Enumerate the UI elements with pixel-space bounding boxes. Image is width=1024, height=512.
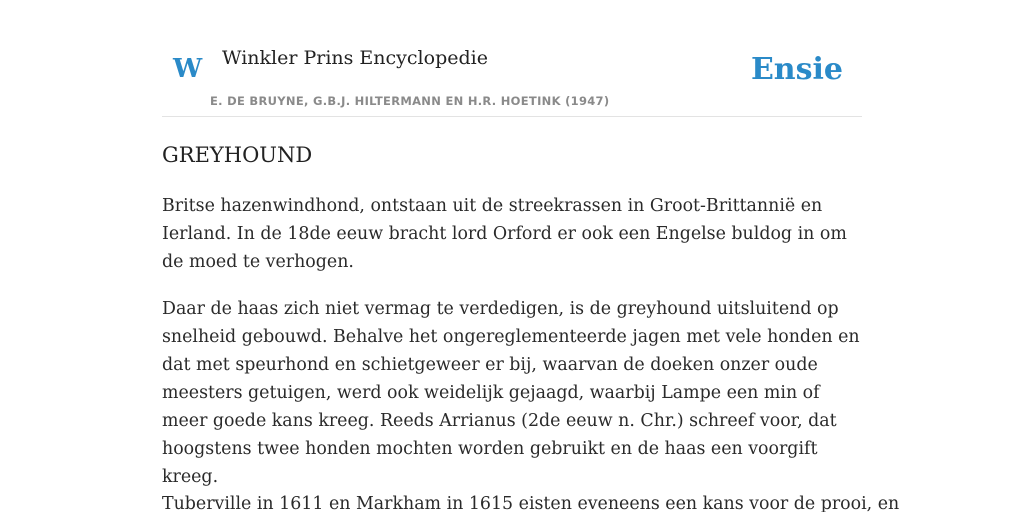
ensie-logo-link[interactable]: Ensie — [750, 52, 843, 87]
article-paragraph: Daar de haas zich niet vermag te verdedigen, is de greyhound uitsluitend op snelheid gebouwd. Behalve het ongereglementeerde jagen met vele honden en dat met speurhond en schietgeweer er bij, waarvan de doeken onzer oude meesters getuigen, werd ook weidelijk gejaagd, waarbij Lampe een min of meer goede kans kreeg. Reeds Arrianus (2de eeuw n. Chr.) schreef voor, dat hoogstens twee honden mochten worden gebruikt en de haas een voorgift kreeg. — [162, 299, 860, 487]
winkler-prins-logo[interactable]: W — [173, 54, 203, 84]
article-title: GREYHOUND — [162, 143, 313, 167]
source-authors: E. DE BRUYNE, G.B.J. HILTERMANN EN H.R. HOETINK (1947) — [210, 94, 610, 108]
article — [162, 140, 900, 512]
source-title[interactable]: Winkler Prins Encyclopedie — [222, 47, 488, 69]
source-header — [162, 0, 862, 117]
article-paragraph: Britse hazenwindhond, ontstaan uit de streekrassen in Groot-Brittannië en Ierland. In de 18de eeuw bracht lord Orford er ook een Engelse buldog in om de moed te verhogen. — [162, 196, 847, 272]
article-paragraph: Tuberville in 1611 en Markham in 1615 eisten eveneens een kans voor de prooi, en — [162, 494, 900, 512]
